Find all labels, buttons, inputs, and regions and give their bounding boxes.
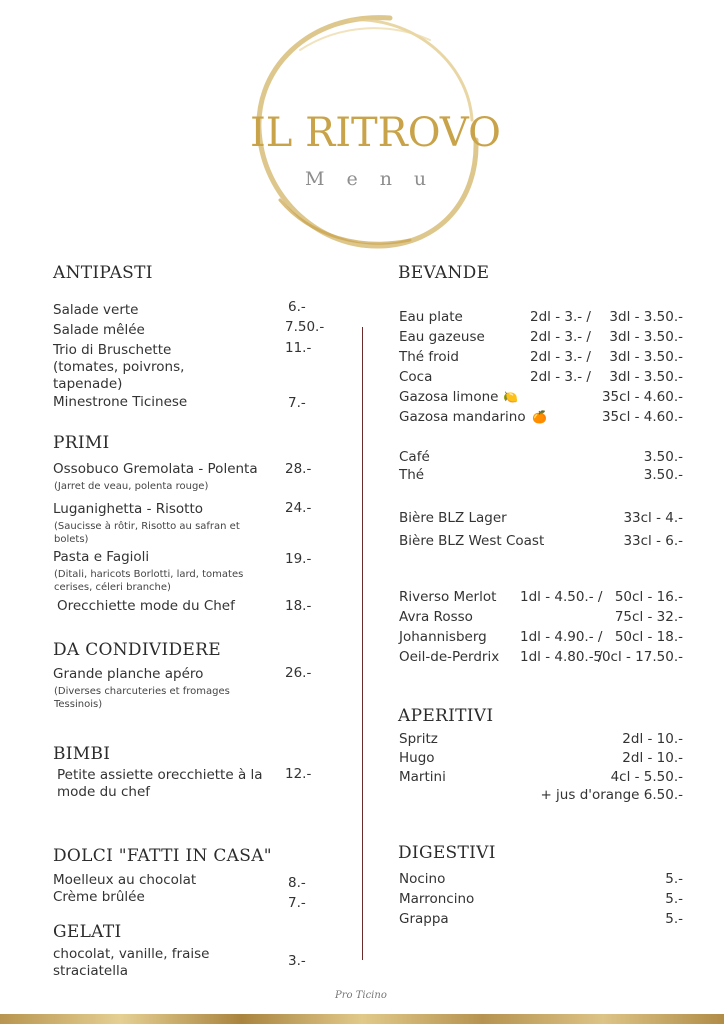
menu-item-price: 12.- bbox=[285, 766, 312, 782]
menu-item-name: Pasta e Fagioli bbox=[53, 549, 150, 565]
drink-price: 35cl - 4.60.- bbox=[601, 409, 683, 425]
menu-item-name: Crème brûlée bbox=[53, 889, 145, 905]
drink-name: Grappa bbox=[399, 911, 449, 927]
section-title-dolci: DOLCI "FATTI IN CASA" bbox=[53, 846, 272, 866]
section-title-antipasti: ANTIPASTI bbox=[53, 263, 153, 283]
drink-price-small: 1dl - 4.80.- / bbox=[520, 649, 603, 665]
menu-item-price: 28.- bbox=[285, 461, 312, 477]
drink-name: Thé bbox=[399, 467, 425, 483]
menu-item-name: Moelleux au chocolat bbox=[53, 872, 197, 888]
lemon-icon: 🍋 bbox=[503, 390, 518, 404]
menu-item-name: chocolat, vanille, fraise bbox=[53, 946, 210, 962]
menu-item-name: (tomates, poivrons, bbox=[53, 359, 185, 375]
drink-name: Bière BLZ Lager bbox=[399, 510, 507, 526]
menu-item-name: mode du chef bbox=[57, 784, 151, 800]
drink-price: 2dl - 10.- bbox=[622, 731, 683, 747]
drink-price: 3dl - 3.50.- bbox=[609, 349, 683, 365]
menu-item-price: 7.- bbox=[288, 395, 306, 411]
menu-item-description: (Jarret de veau, polenta rouge) bbox=[54, 481, 209, 492]
menu-item-price: 7.- bbox=[288, 895, 306, 911]
menu-item-name: Minestrone Ticinese bbox=[53, 394, 188, 410]
drink-price: 3dl - 3.50.- bbox=[609, 309, 683, 325]
drink-price: + jus d'orange 6.50.- bbox=[540, 787, 683, 803]
drink-name: Eau plate bbox=[399, 309, 463, 325]
section-title-bevande: BEVANDE bbox=[398, 263, 490, 283]
drink-price-small: 2dl - 3.- / bbox=[530, 329, 591, 345]
drink-name: Gazosa mandarino bbox=[399, 409, 526, 425]
drink-price: 3.50.- bbox=[643, 467, 683, 483]
menu-item-name: Grande planche apéro bbox=[53, 666, 204, 682]
menu-item-description: Tessinois) bbox=[54, 699, 103, 710]
drink-price: 5.- bbox=[665, 871, 683, 887]
drink-name: Johannisberg bbox=[399, 629, 487, 645]
menu-item-name: Ossobuco Gremolata - Polenta bbox=[53, 461, 258, 477]
section-title-condividere: DA CONDIVIDERE bbox=[53, 640, 221, 660]
gold-border-strip bbox=[0, 1014, 724, 1024]
drink-price-small: 2dl - 3.- / bbox=[530, 349, 591, 365]
menu-item-price: 7.50.- bbox=[285, 319, 325, 335]
drink-price: 50cl - 17.50.- bbox=[593, 649, 683, 665]
menu-item-description: (Saucisse à rôtir, Risotto au safran et bbox=[54, 521, 240, 532]
drink-name: Avra Rosso bbox=[399, 609, 473, 625]
drink-name: Eau gazeuse bbox=[399, 329, 485, 345]
menu-item-price: 18.- bbox=[285, 598, 312, 614]
menu-item-description: (Ditali, haricots Borlotti, lard, tomates bbox=[54, 569, 244, 580]
drink-name: Martini bbox=[399, 769, 446, 785]
drink-name: Café bbox=[399, 449, 430, 465]
menu-item-name: Luganighetta - Risotto bbox=[53, 501, 204, 517]
menu-item-name: Trio di Bruschette bbox=[53, 342, 172, 358]
menu-item-price: 19.- bbox=[285, 551, 312, 567]
menu-item-description: (Diverses charcuteries et fromages bbox=[54, 686, 230, 697]
orange-icon: 🍊 bbox=[532, 410, 547, 424]
section-title-primi: PRIMI bbox=[53, 433, 110, 453]
drink-price: 2dl - 10.- bbox=[622, 750, 683, 766]
drink-name: Spritz bbox=[399, 731, 438, 747]
section-title-bimbi: BIMBI bbox=[53, 744, 111, 764]
drink-price: 75cl - 32.- bbox=[614, 609, 683, 625]
menu-item-price: 24.- bbox=[285, 500, 312, 516]
drink-name: Hugo bbox=[399, 750, 435, 766]
drink-name: Bière BLZ West Coast bbox=[399, 533, 545, 549]
drink-price: 4cl - 5.50.- bbox=[610, 769, 683, 785]
menu-item-price: 26.- bbox=[285, 665, 312, 681]
menu-item-price: 11.- bbox=[285, 340, 312, 356]
drink-price: 5.- bbox=[665, 891, 683, 907]
footer-brand: Pro Ticino bbox=[335, 990, 387, 1001]
drink-price-small: 1dl - 4.50.- / bbox=[520, 589, 603, 605]
drink-name: Riverso Merlot bbox=[399, 589, 497, 605]
menu-item-price: 6.- bbox=[288, 299, 306, 315]
drink-name: Thé froid bbox=[399, 349, 459, 365]
drink-price: 3.50.- bbox=[643, 449, 683, 465]
menu-item-price: 8.- bbox=[288, 875, 306, 891]
menu-item-name: tapenade) bbox=[53, 376, 123, 392]
menu-item-name: Salade mêlée bbox=[53, 322, 145, 338]
logo-subtitle: Menu bbox=[305, 168, 449, 190]
menu-item-description: bolets) bbox=[54, 534, 89, 545]
menu-item-name: Salade verte bbox=[53, 302, 139, 318]
drink-price: 33cl - 4.- bbox=[623, 510, 683, 526]
drink-price: 50cl - 18.- bbox=[614, 629, 683, 645]
column-divider bbox=[362, 327, 363, 960]
section-title-aperitivi: APERITIVI bbox=[398, 706, 494, 726]
drink-price: 3dl - 3.50.- bbox=[609, 329, 683, 345]
menu-item-name: Orecchiette mode du Chef bbox=[57, 598, 235, 614]
drink-price-small: 2dl - 3.- / bbox=[530, 309, 591, 325]
menu-item-description: cerises, céleri branche) bbox=[54, 582, 171, 593]
drink-name: Oeil-de-Perdrix bbox=[399, 649, 500, 665]
section-title-digestivi: DIGESTIVI bbox=[398, 843, 496, 863]
drink-price: 50cl - 16.- bbox=[614, 589, 683, 605]
menu-item-price: 3.- bbox=[288, 953, 306, 969]
drink-name: Coca bbox=[399, 369, 433, 385]
drink-price: 5.- bbox=[665, 911, 683, 927]
drink-price-small: 1dl - 4.90.- / bbox=[520, 629, 603, 645]
menu-item-name: Petite assiette orecchiette à la bbox=[57, 767, 263, 783]
drink-name: Marroncino bbox=[399, 891, 475, 907]
logo-title: IL RITROVO bbox=[250, 110, 501, 156]
section-title-gelati: GELATI bbox=[53, 922, 122, 942]
drink-price: 3dl - 3.50.- bbox=[609, 369, 683, 385]
drink-price-small: 2dl - 3.- / bbox=[530, 369, 591, 385]
drink-price: 33cl - 6.- bbox=[623, 533, 683, 549]
drink-name: Nocino bbox=[399, 871, 446, 887]
drink-price: 35cl - 4.60.- bbox=[601, 389, 683, 405]
menu-item-name: straciatella bbox=[53, 963, 128, 979]
drink-name: Gazosa limone bbox=[399, 389, 499, 405]
